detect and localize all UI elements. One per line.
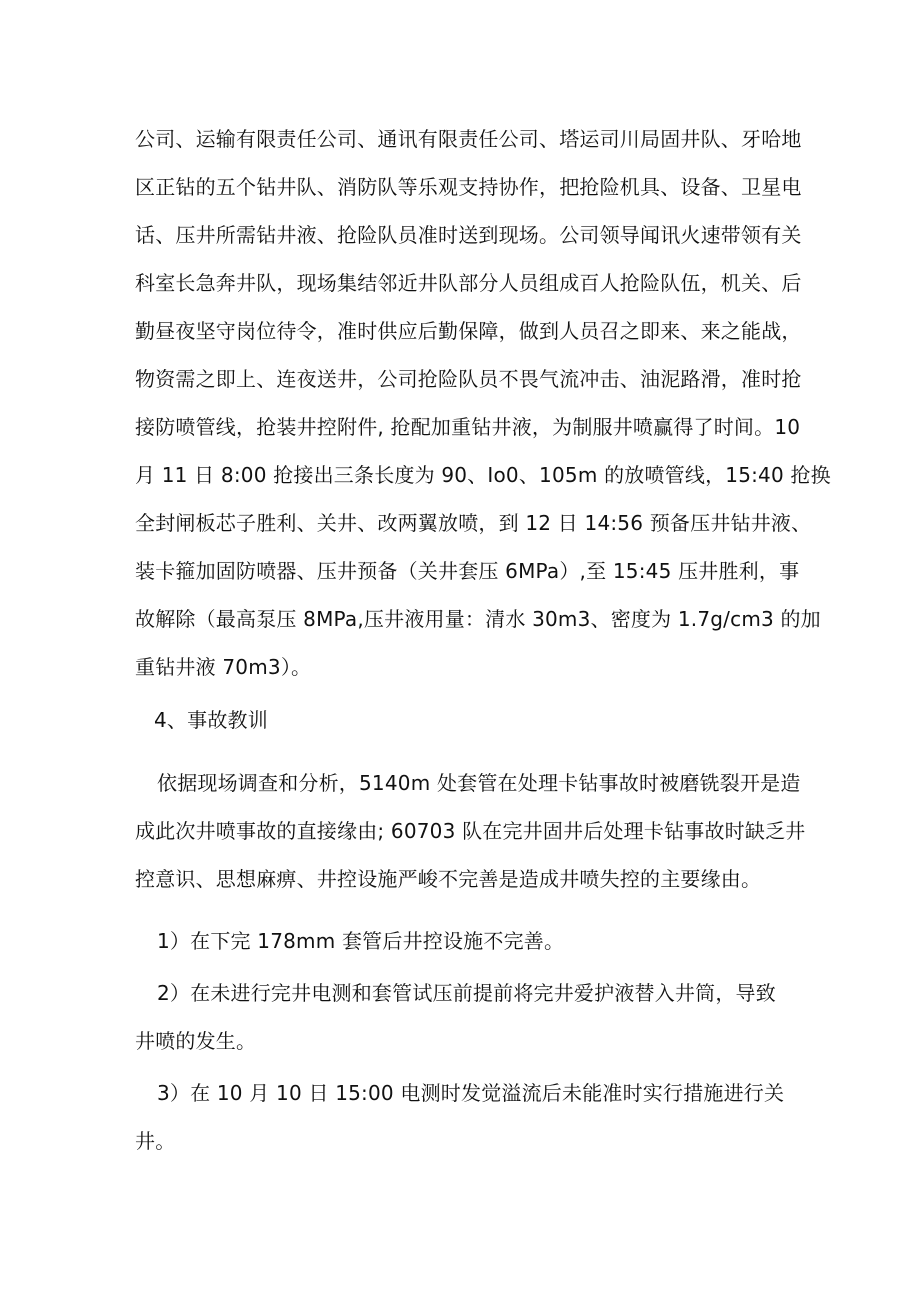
paragraph-line: 装卡箍加固防喷器、压井预备（关井套压 6MPa）,至 15:45 压井胜利，事	[135, 559, 800, 583]
paragraph-line: 话、压井所需钻井液、抢险队员准时送到现场。公司领导闻讯火速带领有关	[135, 223, 802, 247]
paragraph-line: 月 11 日 8:00 抢接出三条长度为 90、Io0、105m 的放喷管线，15:40 抢换	[135, 463, 831, 487]
paragraph-line: 控意识、思想麻痹、井控设施严峻不完善是造成井喷失控的主要缘由。	[135, 867, 762, 891]
paragraph-line: 物资需之即上、连夜送井，公司抢险队员不畏气流冲击、油泥路滑，准时抢	[135, 367, 802, 391]
paragraph-line: 勤昼夜坚守岗位待令，准时供应后勤保障，做到人员召之即来、来之能战，	[135, 319, 802, 343]
paragraph-line: 接防喷管线，抢装井控附件, 抢配加重钻井液，为制服井喷赢得了时间。10	[135, 415, 801, 439]
paragraph-line: 全封闸板芯子胜利、关井、改两翼放喷，到 12 日 14:56 预备压井钻井液、	[135, 511, 812, 535]
paragraph-line: 科室长急奔井队，现场集结邻近井队部分人员组成百人抢险队伍，机关、后	[135, 271, 802, 295]
list-item-continued: 井。	[135, 1129, 176, 1153]
paragraph-line: 成此次井喷事故的直接缘由; 60703 队在完井固井后处理卡钻事故时缺乏井	[135, 819, 806, 843]
section-heading: 4、事故教训	[154, 708, 268, 732]
list-item: 1）在下完 178mm 套管后井控设施不完善。	[157, 929, 565, 953]
paragraph-line: 依据现场调查和分析，5140m 处套管在处理卡钻事故时被磨铣裂开是造	[157, 771, 801, 795]
list-item: 3）在 10 月 10 日 15:00 电测时发觉溢流后未能准时实行措施进行关	[157, 1081, 785, 1105]
paragraph-line: 区正钻的五个钻井队、消防队等乐观支持协作，把抢险机具、设备、卫星电	[135, 175, 802, 199]
list-item: 2）在未进行完井电测和套管试压前提前将完井爱护液替入井筒，导致	[157, 981, 776, 1005]
paragraph-line: 故解除（最高泵压 8MPa,压井液用量：清水 30m3、密度为 1.7g/cm3 的加	[135, 607, 821, 631]
list-item-continued: 井喷的发生。	[135, 1029, 257, 1053]
paragraph-line: 公司、运输有限责任公司、通讯有限责任公司、塔运司川局固井队、牙哈地	[135, 127, 802, 151]
paragraph-line: 重钻井液 70m3）。	[135, 655, 312, 679]
